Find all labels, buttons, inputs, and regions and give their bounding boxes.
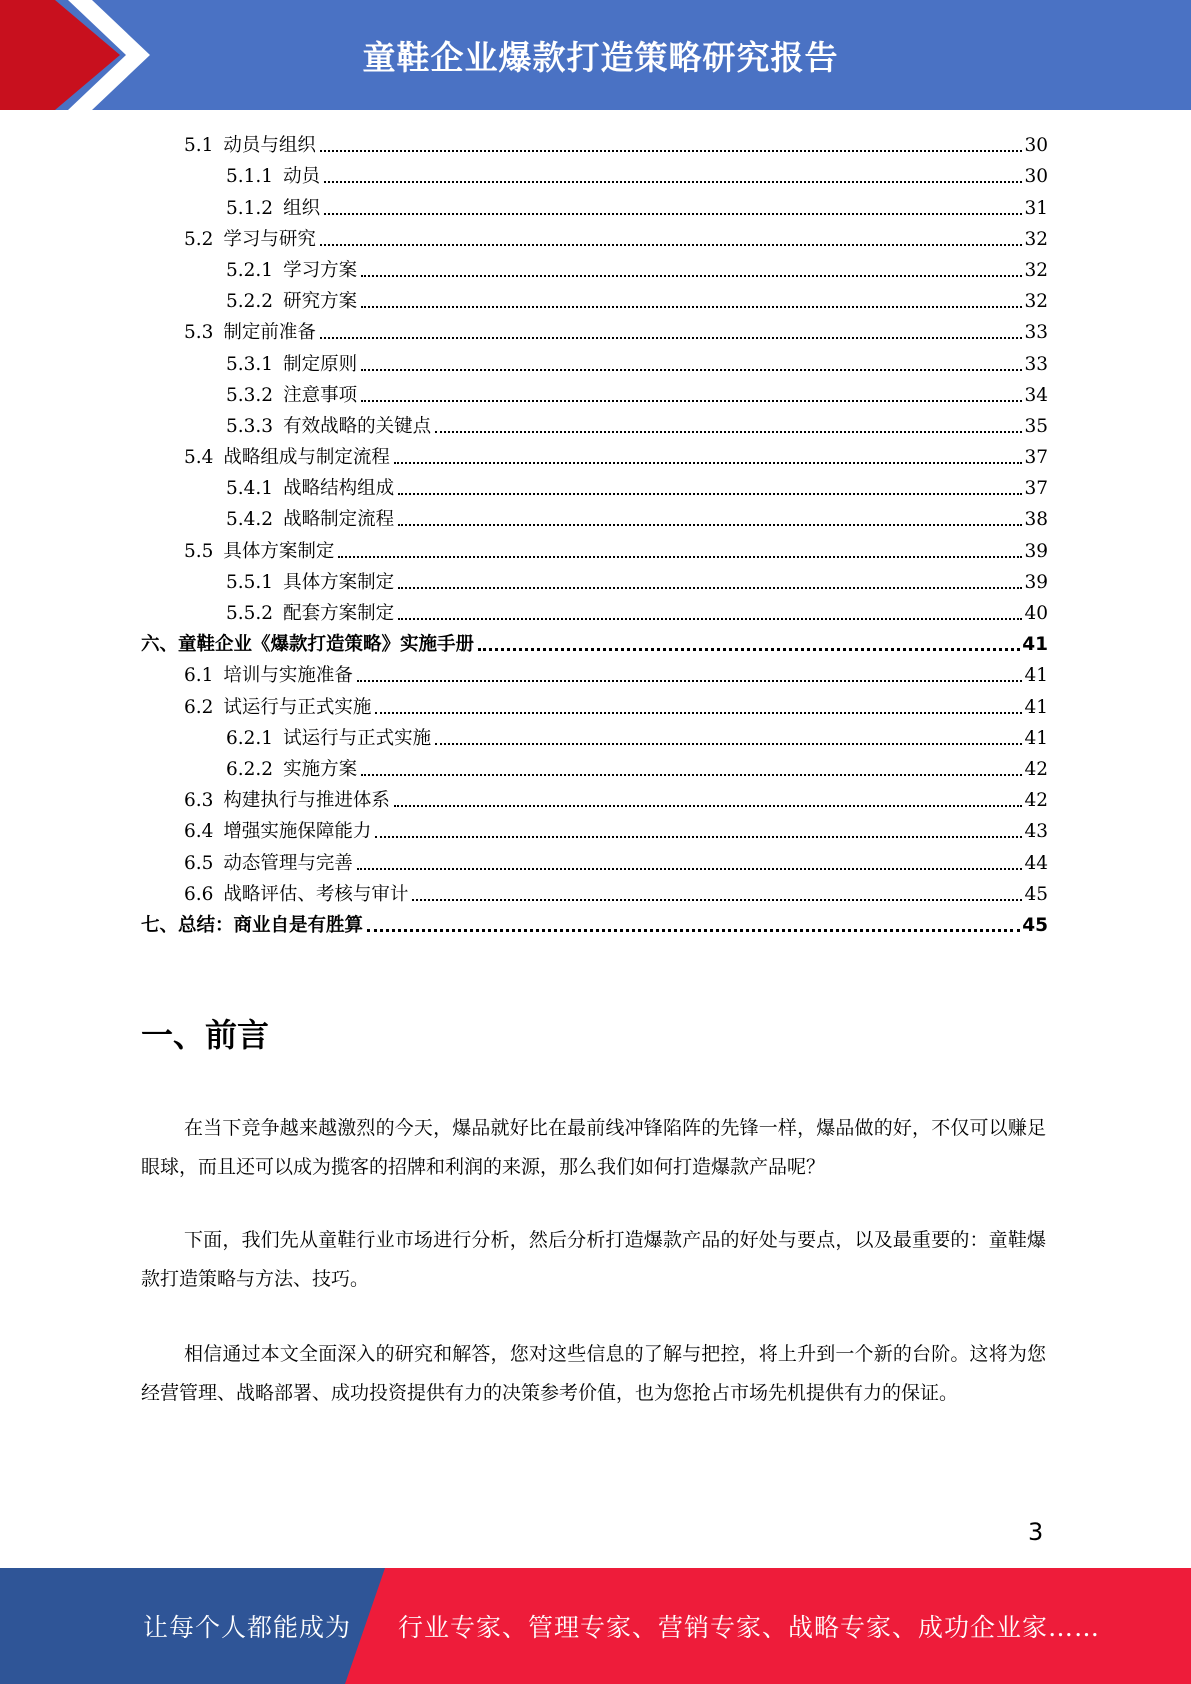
toc-entry-page: 43 [1024, 821, 1048, 843]
toc-entry-title: 制定前准备 [223, 322, 316, 344]
toc-dot-leader [398, 618, 1022, 620]
toc-entry-title: 试运行与正式实施 [223, 696, 372, 718]
toc-entry[interactable] [141, 253, 1048, 284]
toc-entry-page: 39 [1024, 571, 1048, 593]
toc-entry[interactable] [141, 502, 1048, 533]
toc-dot-leader [394, 462, 1023, 464]
toc-entry-number: 5.3.1 [226, 353, 274, 375]
toc-entry-page: 38 [1024, 509, 1048, 531]
toc-entry-title: 七、总结：商业自是有胜算 [141, 914, 364, 936]
toc-entry-page: 33 [1024, 353, 1048, 375]
toc-entry-number: 6.2 [184, 696, 214, 718]
toc-entry-page: 40 [1024, 603, 1048, 624]
toc-entry[interactable] [141, 128, 1048, 159]
toc-entry-page: 35 [1024, 415, 1048, 437]
toc-entry-number: 6.2.1 [226, 727, 274, 749]
toc-entry-number: 6.3 [184, 790, 214, 812]
toc-entry-title: 注意事项 [283, 384, 358, 406]
toc-dot-leader [361, 306, 1022, 308]
toc-entry[interactable] [141, 471, 1048, 502]
toc-entry-page: 45 [1022, 914, 1048, 936]
toc-entry-title: 具体方案制定 [223, 540, 335, 562]
toc-entry-number: 5.5.2 [226, 603, 274, 624]
intro-paragraph-2: 下面，我们先从童鞋行业市场进行分析，然后分析打造爆款产品的好处与要点，以及最重要的：童鞋爆款打造策略与方法、技巧。 [141, 1229, 1046, 1290]
toc-entry-number: 6.2.2 [226, 758, 274, 780]
toc-entry-number: 6.6 [184, 883, 214, 905]
toc-entry[interactable] [141, 409, 1048, 440]
toc-dot-leader [412, 899, 1022, 901]
toc-entry-title: 试运行与正式实施 [283, 727, 432, 749]
toc-entry-page: 30 [1024, 166, 1048, 188]
toc-dot-leader [357, 868, 1023, 870]
intro-paragraph-3: 相信通过本文全面深入的研究和解答，您对这些信息的了解与把控，将上升到一个新的台阶。这将为您经营管理、战略部署、成功投资提供有力的决策参考价值，也为您抢占市场先机提供有力的保证。 [141, 1343, 1046, 1404]
toc-entry[interactable] [141, 908, 1048, 939]
toc-entry-number: 5.2.1 [226, 259, 274, 281]
toc-entry-title: 增强实施保障能力 [223, 821, 372, 843]
toc-dot-leader [394, 805, 1023, 807]
toc-dot-leader [320, 244, 1023, 246]
toc-entry-number: 5.5 [184, 540, 214, 562]
toc-entry-page: 41 [1024, 665, 1048, 687]
toc-entry-title: 有效战略的关键点 [283, 415, 432, 437]
toc-entry[interactable] [141, 284, 1048, 315]
toc-entry-page: 45 [1024, 883, 1048, 905]
toc-entry-page: 34 [1024, 384, 1048, 406]
toc-entry-number: 5.5.1 [226, 571, 274, 593]
toc-entry-title: 战略结构组成 [283, 478, 395, 500]
toc-entry-number: 5.4 [184, 447, 214, 469]
header-title: 童鞋企业爆款打造策略研究报告 [362, 37, 839, 77]
toc-dot-leader [361, 275, 1022, 277]
toc-dot-leader [324, 213, 1022, 215]
toc-entry-title: 动员与组织 [223, 135, 316, 157]
toc-entry-title: 研究方案 [283, 291, 358, 313]
footer-slogan-right: 行业专家、管理专家、营销专家、战略专家、成功企业家…… [398, 1613, 1101, 1642]
toc-entry[interactable] [141, 533, 1048, 564]
toc-entry-page: 32 [1024, 259, 1048, 281]
toc-entry-title: 培训与实施准备 [223, 665, 353, 687]
toc-entry[interactable] [141, 845, 1048, 876]
toc-entry[interactable] [141, 627, 1048, 658]
toc-entry-title: 构建执行与推进体系 [223, 790, 390, 812]
toc-entry-number: 5.4.2 [226, 509, 274, 531]
toc-entry-title: 六、童鞋企业《爆款打造策略》实施手册 [141, 634, 475, 656]
toc-entry-page: 39 [1024, 540, 1048, 562]
toc-entry[interactable] [141, 689, 1048, 720]
toc-entry-number: 5.2 [184, 228, 214, 250]
toc-dot-leader [361, 774, 1022, 776]
toc-entry-title: 具体方案制定 [283, 571, 395, 593]
footer-slogan-left: 让每个人都能成为 [143, 1613, 352, 1642]
toc-entry-page: 37 [1024, 478, 1048, 500]
toc-entry[interactable] [141, 877, 1048, 908]
toc-entry-page: 37 [1024, 447, 1048, 469]
toc-entry-number: 6.1 [184, 665, 214, 687]
toc-entry-number: 5.2.2 [226, 291, 274, 313]
toc-entry-page: 41 [1022, 634, 1048, 656]
toc-entry[interactable] [141, 565, 1048, 596]
toc-dot-leader [338, 556, 1022, 558]
toc-entry[interactable] [141, 378, 1048, 409]
toc-entry-page: 44 [1024, 852, 1048, 874]
toc-entry-number: 5.3 [184, 322, 214, 344]
toc-entry-title: 学习方案 [283, 259, 358, 281]
toc-dot-leader [324, 181, 1022, 183]
page-header [0, 0, 1191, 110]
page-footer [0, 1568, 1191, 1684]
toc-entry-page: 33 [1024, 322, 1048, 344]
toc-entry[interactable] [141, 346, 1048, 377]
toc-dot-leader [435, 743, 1022, 745]
toc-dot-leader [361, 400, 1022, 402]
toc-entry[interactable] [141, 190, 1048, 221]
toc-entry[interactable] [141, 721, 1048, 752]
toc-dot-leader [435, 431, 1022, 433]
toc-dot-leader [320, 150, 1023, 152]
toc-dot-leader [320, 337, 1023, 339]
toc-entry-number: 5.1.2 [226, 197, 274, 219]
intro-paragraph-1: 在当下竞争越来越激烈的今天，爆品就好比在最前线冲锋陷阵的先锋一样，爆品做的好，不仅可以赚足眼球，而且还可以成为揽客的招牌和利润的来源，那么我们如何打造爆款产品呢？ [141, 1117, 1046, 1178]
toc-dot-leader [367, 929, 1020, 932]
toc-entry-title: 战略组成与制定流程 [223, 447, 390, 469]
toc-entry-title: 实施方案 [283, 758, 358, 780]
toc-dot-leader [357, 680, 1023, 682]
toc-entry-number: 5.3.2 [226, 384, 274, 406]
toc-entry-page: 42 [1024, 790, 1048, 812]
toc-dot-leader [478, 648, 1020, 651]
toc-entry-page: 32 [1024, 291, 1048, 313]
toc-entry-number: 5.1.1 [226, 166, 274, 188]
toc-entry-title: 战略制定流程 [283, 509, 395, 531]
section-title: 一、前言 [141, 1016, 270, 1054]
toc-entry[interactable] [141, 440, 1048, 471]
toc-entry-page: 41 [1024, 727, 1048, 749]
table-of-contents [141, 128, 1048, 939]
toc-entry-page: 41 [1024, 696, 1048, 718]
toc-entry[interactable] [141, 159, 1048, 190]
toc-entry-title: 战略评估、考核与审计 [223, 883, 409, 905]
toc-dot-leader [361, 369, 1022, 371]
toc-entry[interactable] [141, 752, 1048, 783]
toc-dot-leader [375, 712, 1022, 714]
toc-entry[interactable] [141, 315, 1048, 346]
toc-entry-title: 组织 [283, 197, 321, 219]
page-number: 3 [1028, 1518, 1044, 1546]
toc-entry-number: 6.4 [184, 821, 214, 843]
toc-entry-number: 5.1 [184, 135, 214, 157]
toc-entry[interactable] [141, 814, 1048, 845]
toc-entry-title: 学习与研究 [223, 228, 316, 250]
toc-entry-title: 动态管理与完善 [223, 852, 353, 874]
toc-entry[interactable] [141, 222, 1048, 253]
toc-entry[interactable] [141, 658, 1048, 689]
toc-entry-page: 31 [1024, 197, 1048, 219]
toc-entry-title: 制定原则 [283, 353, 358, 375]
toc-entry-number: 6.5 [184, 852, 214, 874]
toc-dot-leader [398, 587, 1022, 589]
toc-entry-title: 动员 [283, 166, 321, 188]
toc-dot-leader [398, 524, 1022, 526]
toc-entry-page: 42 [1024, 758, 1048, 780]
toc-entry[interactable] [141, 783, 1048, 814]
toc-dot-leader [375, 836, 1022, 838]
toc-entry-title: 配套方案制定 [283, 603, 395, 624]
toc-entry-page: 30 [1024, 135, 1048, 157]
toc-entry-page: 32 [1024, 228, 1048, 250]
toc-dot-leader [398, 493, 1022, 495]
toc-entry-number: 5.4.1 [226, 478, 274, 500]
toc-entry-number: 5.3.3 [226, 415, 274, 437]
toc-entry[interactable] [141, 596, 1048, 627]
